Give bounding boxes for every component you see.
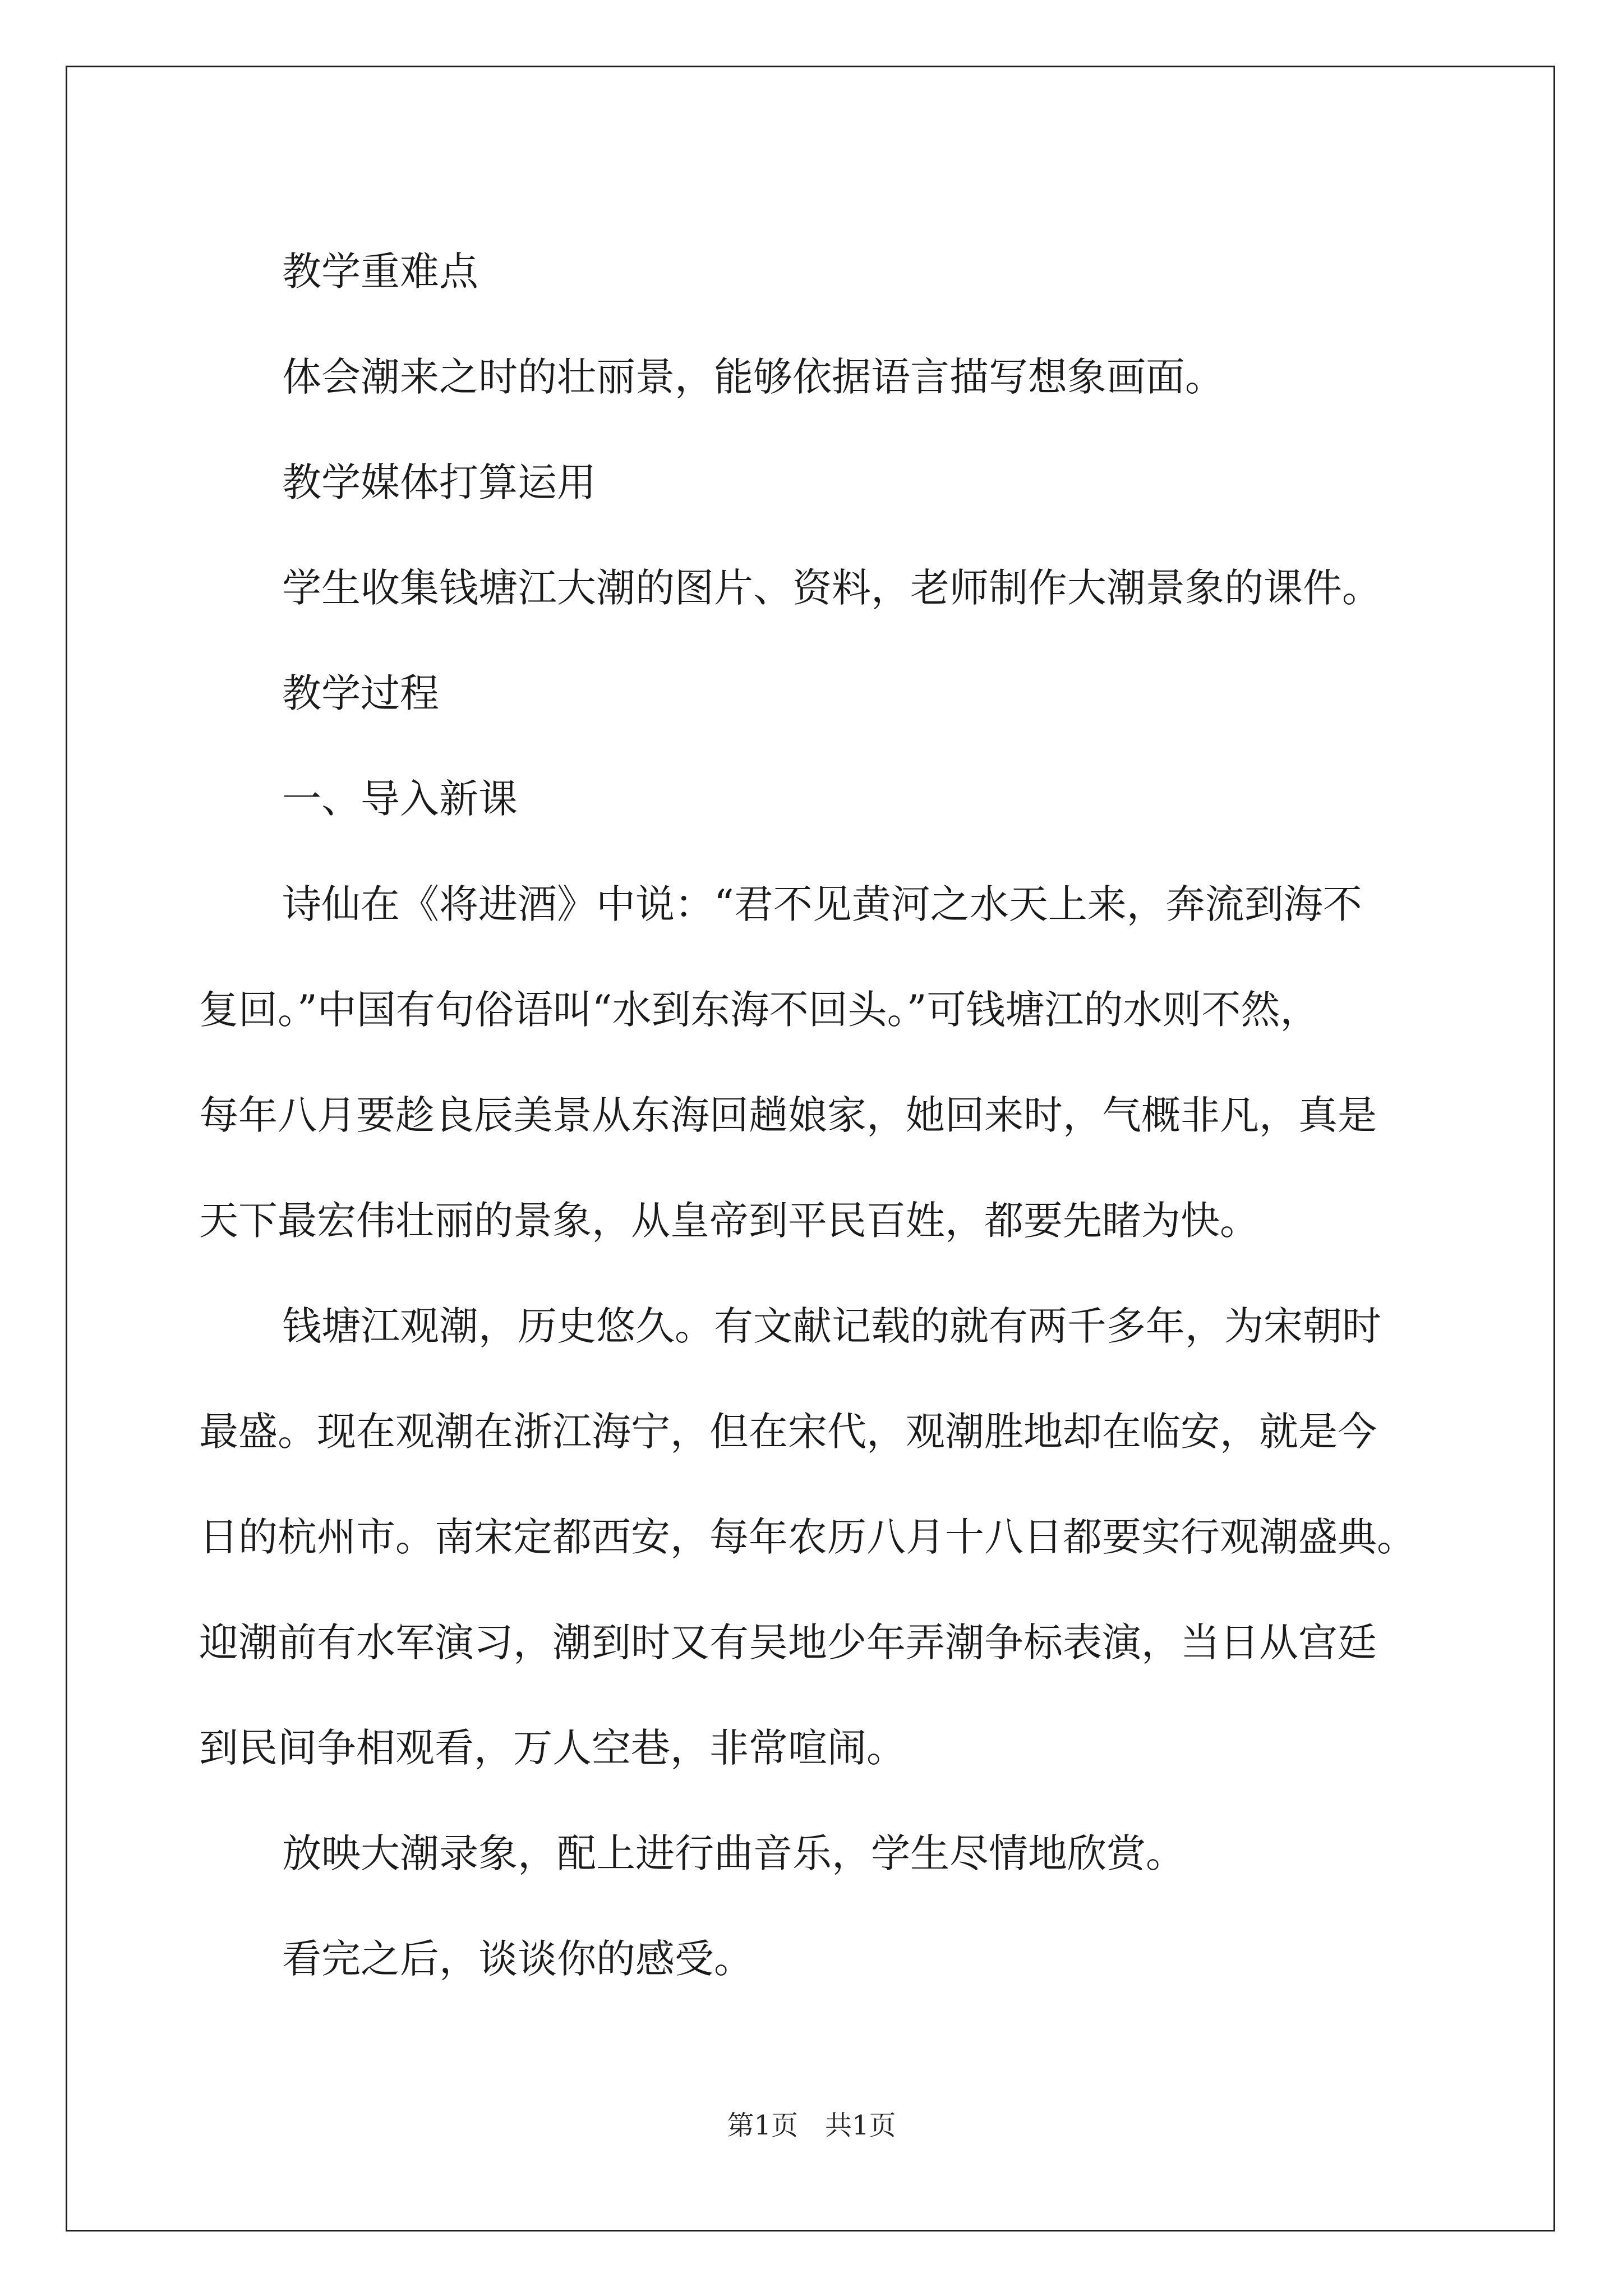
text-line: 日的杭州市。南宋定都西安，每年农历八月十八日都要实行观潮盛典。 xyxy=(199,1514,1416,1560)
text-line: 体会潮来之时的壮丽景，能够依据语言描写想象画面。 xyxy=(282,354,1224,400)
text-line: 复回。”中国有句俗语叫“水到东海不回头。”可钱塘江的水则不然， xyxy=(199,987,1320,1033)
text-line: 迎潮前有水军演习，潮到时又有吴地少年弄潮争标表演，当日从宫廷 xyxy=(199,1619,1377,1665)
text-line: 诗仙在《将进酒》中说：“君不见黄河之水天上来，奔流到海不 xyxy=(282,881,1362,927)
page-number-footer: 第1页 共1页 xyxy=(727,2110,896,2141)
paragraph-video xyxy=(199,1801,1483,1906)
document-body xyxy=(199,219,1483,2012)
paragraph-heading-media xyxy=(199,430,1483,535)
paragraph-heading-difficulties xyxy=(199,219,1483,324)
paragraph-difficulties-text xyxy=(199,324,1483,430)
text-line: 到民间争相观看，万人空巷，非常喧闹。 xyxy=(199,1725,906,1771)
text-line: 每年八月要趁良辰美景从东海回趟娘家，她回来时，气概非凡，真是 xyxy=(199,1092,1377,1138)
paragraph-history xyxy=(199,1273,1483,1801)
text-line: 看完之后，谈谈你的感受。 xyxy=(282,1936,753,1982)
paragraph-poem-intro xyxy=(199,852,1483,1273)
text-line: 学生收集钱塘江大潮的图片、资料，老师制作大潮景象的课件。 xyxy=(282,565,1381,611)
text-line: 教学重难点 xyxy=(282,249,478,295)
text-line: 教学过程 xyxy=(282,670,439,716)
text-line: 一、导入新课 xyxy=(282,776,518,822)
paragraph-media-text xyxy=(199,535,1483,641)
paragraph-heading-intro xyxy=(199,746,1483,852)
text-line: 最盛。现在观潮在浙江海宁，但在宋代，观潮胜地却在临安，就是今 xyxy=(199,1409,1377,1455)
text-line: 钱塘江观潮，历史悠久。有文献记载的就有两千多年，为宋朝时 xyxy=(282,1303,1381,1349)
text-line: 教学媒体打算运用 xyxy=(282,459,596,505)
text-line: 放映大潮录象，配上进行曲音乐，学生尽情地欣赏。 xyxy=(282,1830,1185,1876)
text-line: 天下最宏伟壮丽的景象，从皇帝到平民百姓，都要先睹为快。 xyxy=(199,1198,1259,1244)
paragraph-feelings xyxy=(199,1906,1483,2012)
paragraph-heading-process xyxy=(199,641,1483,746)
